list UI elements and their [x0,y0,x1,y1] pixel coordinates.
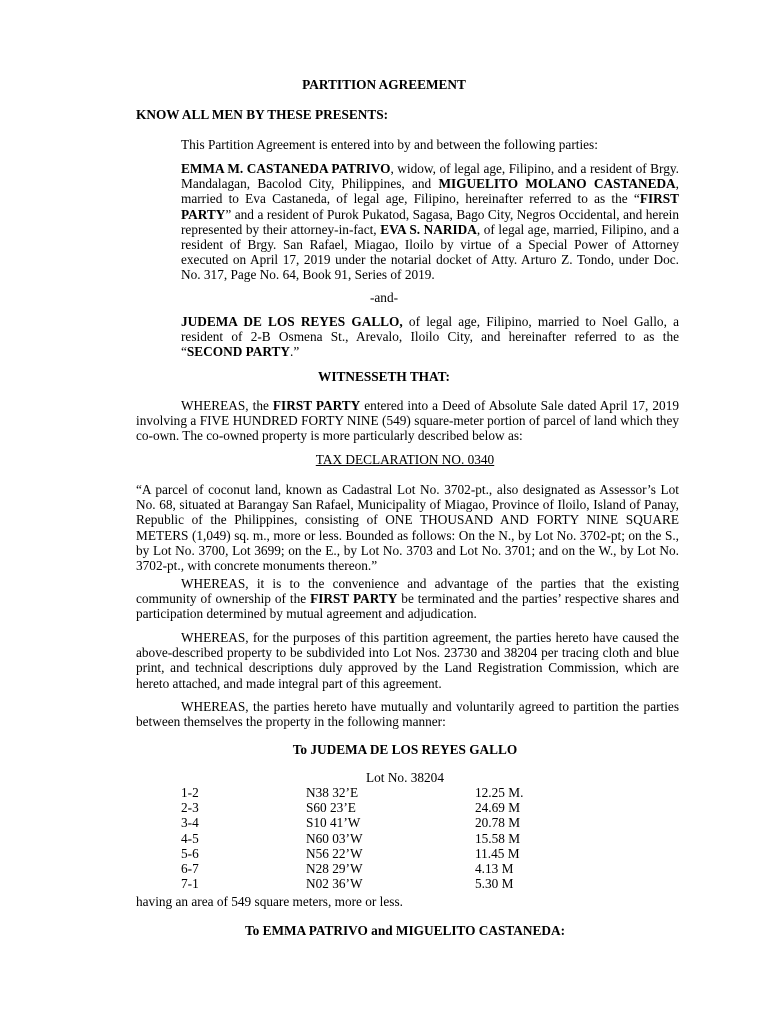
line-cell: 1-2 [181,785,199,800]
table-row [181,846,555,861]
table-row [181,800,555,815]
table-row [181,861,555,876]
document-title: PARTITION AGREEMENT [302,77,466,92]
technical-description-table [181,785,555,891]
second-party-text-2: .” [290,344,300,360]
first-party-text-3: ” and a resident of Purok Pukatod, Sagasa, Bago City, Negros Occidental, and herein represented by their attorney-in-fact, [181,206,679,237]
whereas-paragraph-2 [136,576,679,622]
first-party-name-2: MIGUELITO MOLANO CASTANEDA [438,176,676,192]
bearing-cell: N60 03’W [306,830,363,846]
allocation-2-heading: To EMMA PATRIVO and MIGUELITO CASTANEDA: [244,923,565,938]
second-party-name: JUDEMA DE LOS REYES GALLO, [181,314,403,329]
whereas-paragraph-4 [136,699,679,729]
table-row [181,831,555,846]
bearing-cell: N38 32’E [306,785,359,800]
table-row [181,815,555,830]
line-cell: 7-1 [181,876,199,892]
witnesseth-heading: WITNESSETH THAT: [318,369,450,384]
line-cell: 2-3 [181,800,199,816]
second-party-paragraph [181,314,679,360]
whereas-1-text-2: entered into a Deed of Absolute Sale dated April 17, 2019 involving a FIVE HUNDRED FORTY NINE (549) square-meter portion of parcel of land which they co-own. The co-owned property is more particularly described below as: [136,398,680,444]
second-party-text-1: of legal age, Filipino, married to Noel Gallo, a resident of 2-B Osmena St., Arevalo, Iloilo City, and hereinafter referred to as the “ [181,314,679,360]
whereas-2-bold: FIRST PARTY [310,591,398,607]
lot-number-heading: Lot No. 38204 [366,770,444,785]
and-separator: -and- [369,290,399,305]
line-cell: 6-7 [181,861,199,877]
first-party-label: FIRST PARTY [181,191,679,222]
bearing-cell: S10 41’W [306,815,361,831]
first-party-paragraph [181,161,679,283]
whereas-2-text-1: WHEREAS, it is to the convenience and advantage of the parties that the existing community of ownership of the [136,576,679,607]
table-row [181,785,555,800]
area-statement: having an area of 549 square meters, more or less. [136,894,403,909]
whereas-2-text-2: be terminated and the parties’ respective shares and participation determined by mutual agreement and adjudication. [136,591,680,622]
distance-cell: 15.58 M [475,830,521,846]
line-cell: 4-5 [181,830,199,846]
distance-cell: 20.78 M [475,815,521,831]
bearing-cell: N56 22’W [306,845,363,861]
whereas-4-text: WHEREAS, the parties hereto have mutually and voluntarily agreed to partition the parties between themselves the property in the following manner: [136,699,679,730]
first-party-text-2: , married to Eva Castaneda, of legal age, Filipino, hereinafter referred to as the “ [181,176,679,207]
distance-cell: 12.25 M. [475,785,524,800]
distance-cell: 5.30 M [475,876,514,892]
table-row [181,876,555,891]
attorney-in-fact-name: EVA S. NARIDA [380,221,477,237]
distance-cell: 4.13 M [475,861,514,877]
whereas-1-bold: FIRST PARTY [272,398,361,413]
property-description: “A parcel of coconut land, known as Cadastral Lot No. 3702-pt., also designated as Assessor’s Lot No. 68, situated at Barangay San Rafael, Municipality of Miagao, Province of Iloilo, Island of Panay, Republic of the Philippines, consisting of ONE THOUSAND AND FORTY NINE SQUARE METERS (1,049) sq. m., more or less. Bounded as follows: On the N., by Lot No. 3702-pt; on the S., by Lot No. 3700, Lot 3699; on the E., by Lot No. 3703 and Lot No. 3701; and on the W., by Lot No. 3702-pt., with concrete monuments thereon.” [136,482,679,574]
line-cell: 3-4 [181,815,199,831]
tax-declaration-heading: TAX DECLARATION NO. 0340 [315,452,495,467]
first-party-text-1: , widow, of legal age, Filipino, and a resident of Brgy. Mandalagan, Bacolod City, Philippines, and [181,161,679,192]
intro-paragraph: This Partition Agreement is entered into by and between the following parties: [181,137,598,152]
second-party-label: SECOND PARTY [186,344,290,360]
distance-cell: 24.69 M [475,800,521,816]
bearing-cell: N02 36’W [306,876,363,892]
first-party-text-4: , of legal age, married, Filipino, and a resident of Brgy. San Rafael, Miagao, Iloilo by virtue of a Special Power of Attorney executed on April 17, 2019 under the notarial docket of Atty. Arturo Z. Tondo, under Doc. No. 317, Page No. 64, Book 91, Series of 2019. [181,221,679,283]
whereas-paragraph-1 [136,398,679,444]
know-all-men-heading: KNOW ALL MEN BY THESE PRESENTS: [136,107,389,122]
whereas-paragraph-3 [136,630,679,691]
bearing-cell: N28 29’W [306,861,363,877]
whereas-3-text: WHEREAS, for the purposes of this partition agreement, the parties hereto have caused the above-described property to be subdivided into Lot Nos. 23730 and 38204 per tracing cloth and blue print, and technical descriptions duly approved by the Land Registration Commission, which are hereto attached, and made integral part of this agreement. [136,630,679,691]
line-cell: 5-6 [181,845,199,861]
whereas-1-text-1: WHEREAS, the [181,398,273,413]
bearing-cell: S60 23’E [306,800,356,816]
distance-cell: 11.45 M [475,845,520,861]
first-party-name-1: EMMA M. CASTANEDA PATRIVO [181,161,391,176]
allocation-1-heading: To JUDEMA DE LOS REYES GALLO [292,742,518,757]
